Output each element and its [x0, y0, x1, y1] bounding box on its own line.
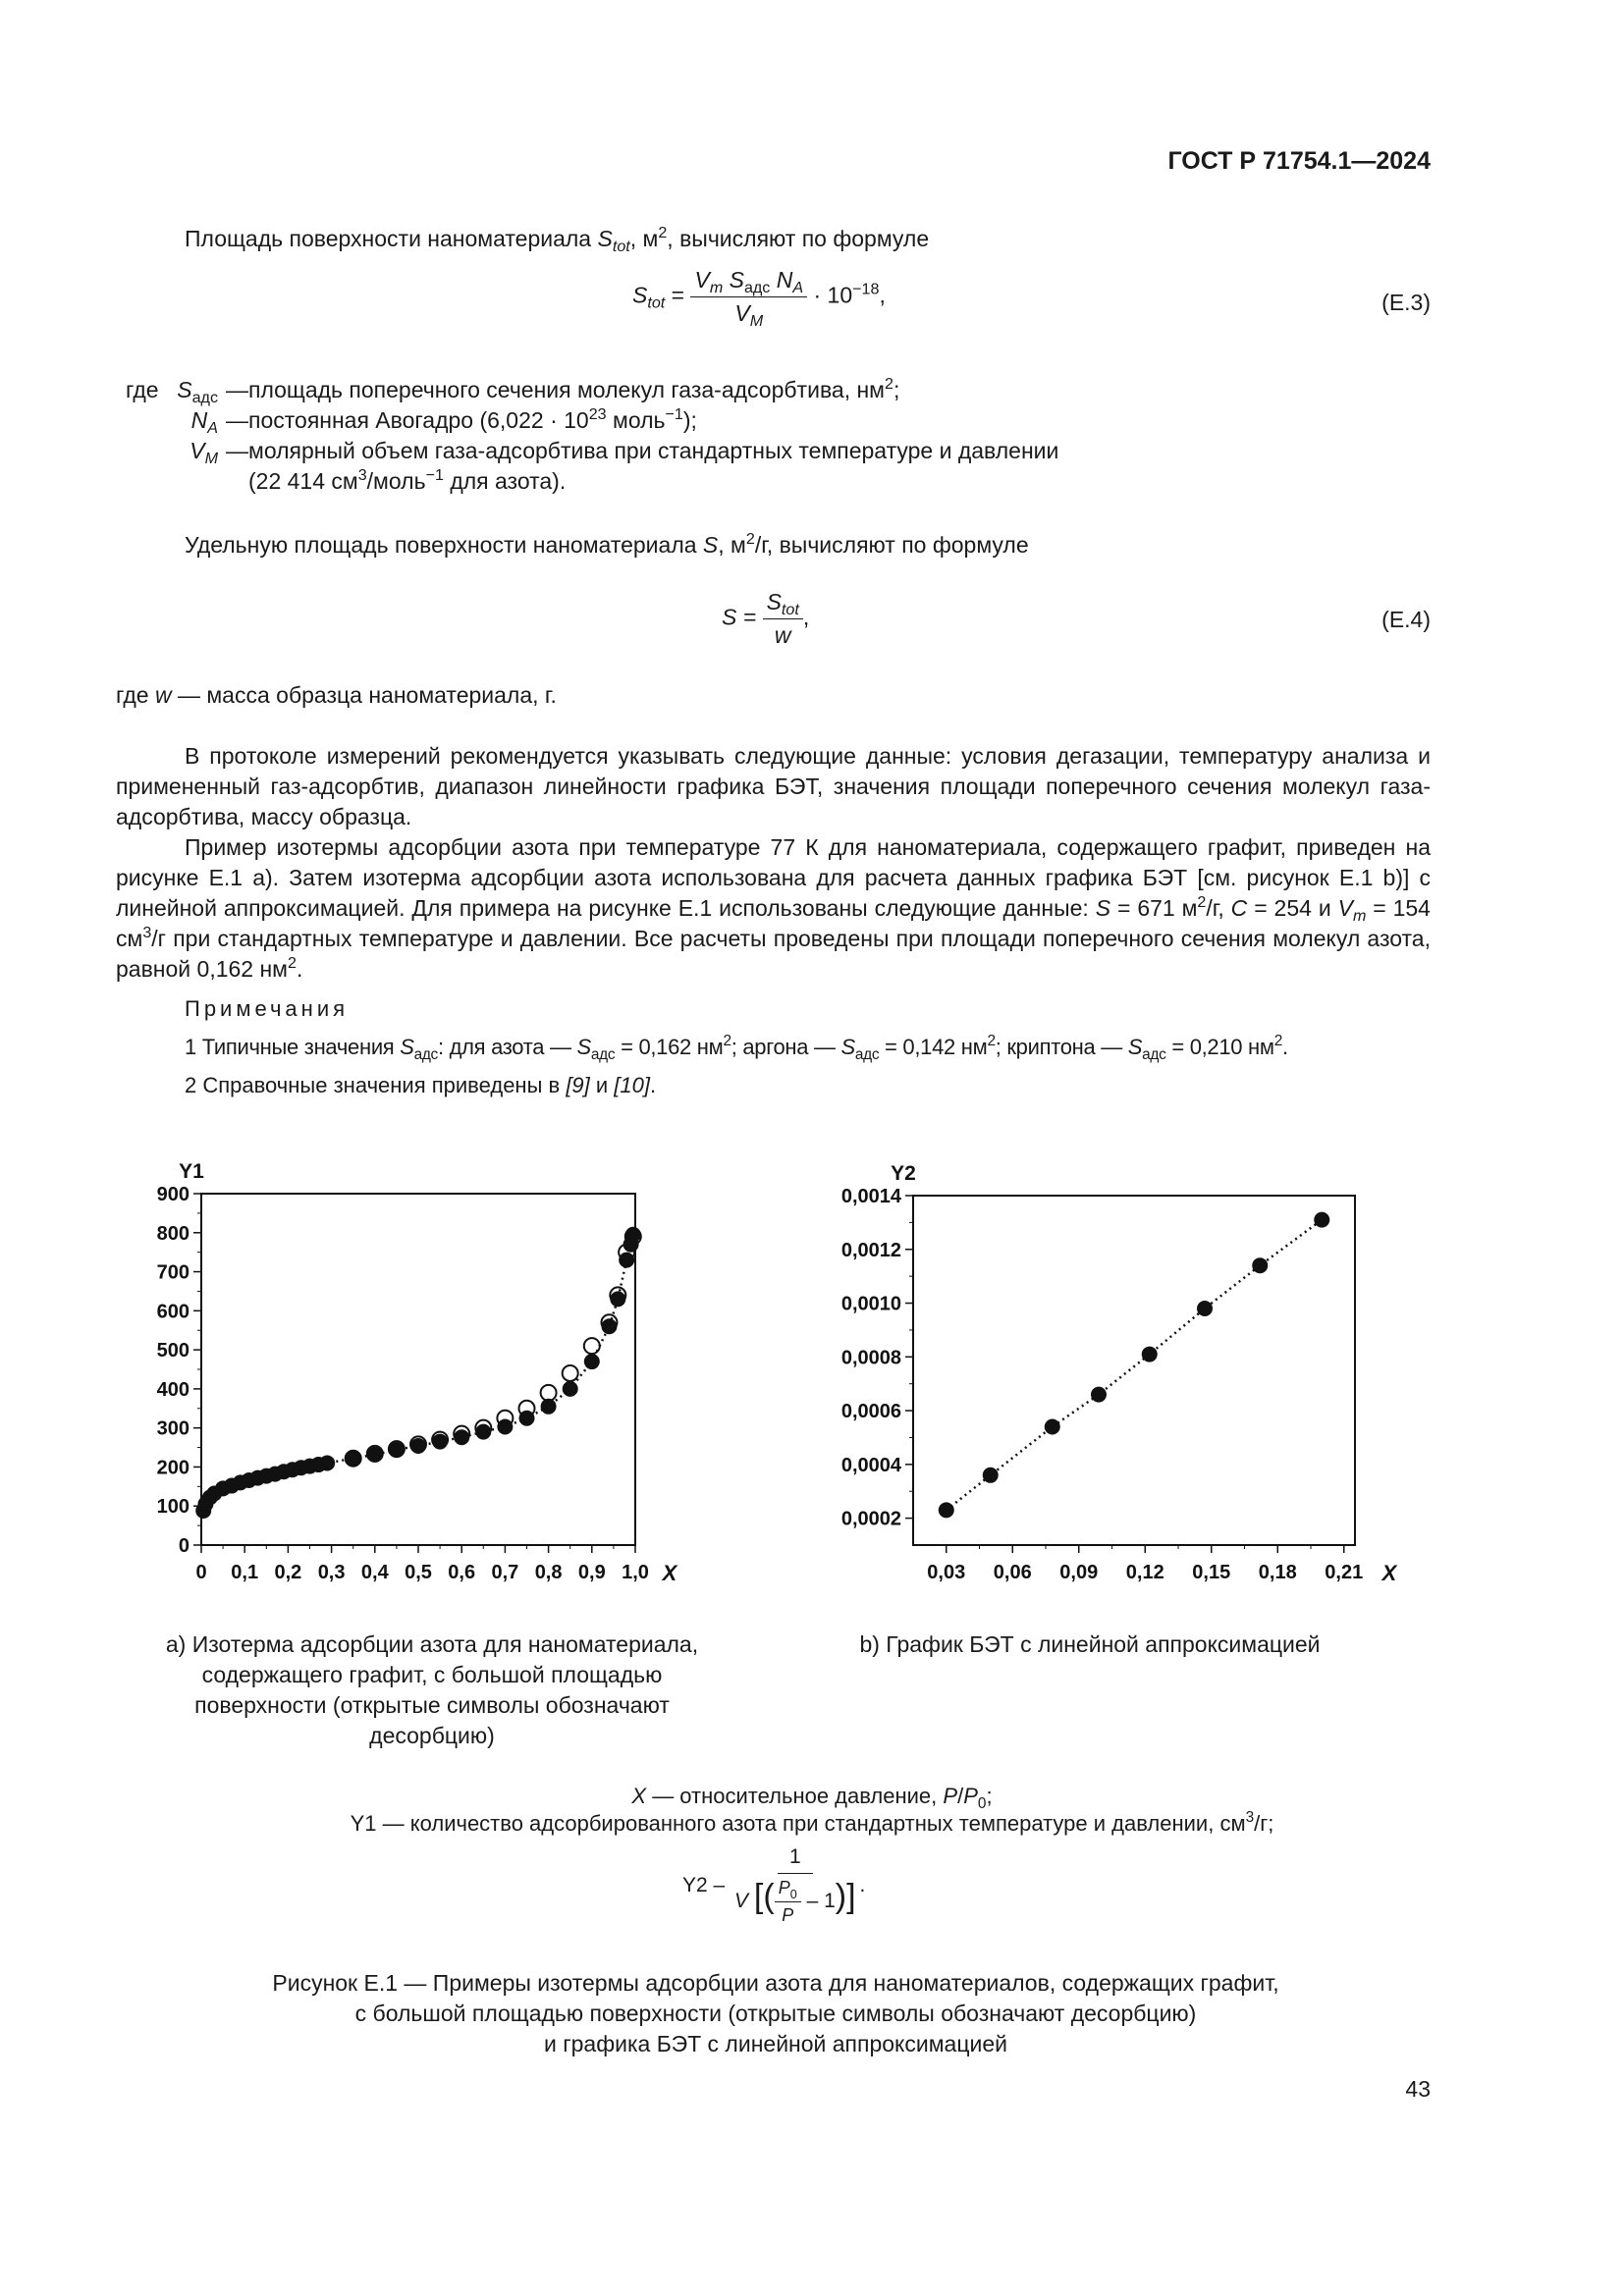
caption-a: а) Изотерма адсорбции азота для наноматериала, содержащего графит, с большой площадью поверхности (открытые символы обозначают десорбцию) — [165, 1631, 699, 1748]
y-tick-label: 500 — [156, 1340, 189, 1362]
data-point-adsorption — [584, 1354, 600, 1369]
x-tick-label: 0,12 — [1125, 1562, 1164, 1583]
note-2: 2 Справочные значения приведены в [9] и [10]. — [185, 1073, 657, 1097]
x-tick-label: 1,0 — [622, 1562, 649, 1583]
page-number: 43 — [1405, 2076, 1431, 2102]
data-point-adsorption — [610, 1291, 625, 1307]
data-point-BET — [1142, 1347, 1158, 1362]
paragraph-specific-area: Удельную площадь поверхности наноматериала S, $м^2/г$, вычисляют по формуле — [185, 530, 1029, 558]
paragraph-example: Пример изотермы адсорбции азота при температуре 77 К для наноматериала, содержащего графит, приведен на рисунке Е.1 а). Затем изотерма адсорбции азота использована для расчета данных графика БЭТ [см. рисунок Е.1 b)] с линейной аппроксимацией. Для примера на рисунке Е.1 использованы следующие данные: S = 671 $м^2/г$, C = 254 и $V_m = 154$ $см^3/г$ при стандартных температуре и давлении. Все расчеты проведены при площади поперечного сечения молекул азота, равной 0,162 $нм^2$. — [116, 834, 1431, 982]
note-1: 1 Типичные значения $S_{адс}$: для азота — $S_{адс} = 0,162$ $нм^2$; аргона — $S_{адс} = 0,142$ $нм^2$; криптона — $S_{адс} = 0,210$ $нм^2$. — [185, 1033, 1288, 1063]
y-tick-label: 0,0012 — [840, 1239, 901, 1261]
y-tick-label: 400 — [156, 1378, 189, 1401]
figure-title: Рисунок Е.1 — Примеры изотермы адсорбции азота для наноматериалов, содержащих графит, с большой площадью поверхности (открытые символы обозначают десорбцию) и графика БЭТ с линейной аппроксимацией — [272, 1970, 1279, 2056]
data-point-adsorption — [346, 1451, 361, 1467]
data-point-adsorption — [625, 1227, 641, 1243]
data-point-adsorption — [410, 1438, 426, 1454]
y-tick-label: 300 — [156, 1417, 189, 1440]
definitions-list: где $S_{адс}$ — площадь поперечного сечения молекул газа-адсорбтива, $нм^2$; $N_A$ — постоянная Авогадро ($6,022 \cdot 10^{23}$ моль$^{-1}$); $V_M$ — молярный объем газа-адсорбтива при стандартных температуре и давлении (22 414 $см^3/моль^{-1}$ для азота). — [126, 375, 1059, 494]
x-tick-label: 0,7 — [491, 1562, 519, 1583]
data-point-adsorption — [497, 1418, 513, 1434]
x-tick-label: 0,6 — [448, 1562, 476, 1583]
y-axis-label: Y2 — [891, 1162, 916, 1185]
data-point-desorption — [541, 1385, 557, 1401]
y-tick-label: 700 — [156, 1261, 189, 1284]
data-point-adsorption — [519, 1411, 535, 1426]
data-point-adsorption — [367, 1447, 383, 1463]
data-point-adsorption — [432, 1434, 448, 1450]
plot-frame — [913, 1196, 1355, 1545]
data-point-adsorption — [563, 1381, 578, 1397]
y-tick-label: 100 — [156, 1496, 189, 1519]
equation-number-e3: (Е.3) — [1381, 290, 1431, 315]
legend-y1: Y1 — количество адсорбированного азота при стандартных температуре и давлении, $см^3/г$; — [350, 1809, 1274, 1836]
y-tick-label: 600 — [156, 1301, 189, 1323]
y-tick-label: 200 — [156, 1457, 189, 1479]
data-point-BET — [1252, 1257, 1268, 1273]
data-point-BET — [1091, 1387, 1107, 1403]
y-tick-label: 800 — [156, 1222, 189, 1245]
data-point-BET — [983, 1468, 999, 1483]
x-tick-label: 0,15 — [1192, 1562, 1231, 1583]
data-point-desorption — [563, 1365, 578, 1381]
data-point-adsorption — [541, 1399, 557, 1415]
data-point-adsorption — [619, 1253, 634, 1268]
x-axis-label: X — [662, 1561, 677, 1585]
x-tick-label: 0,09 — [1059, 1562, 1099, 1583]
legend-x: X — относительное давление, $P/P_0$; — [631, 1784, 993, 1812]
notes-title: Примечания — [185, 996, 350, 1021]
x-tick-label: 0,06 — [993, 1562, 1032, 1583]
x-tick-label: 0,2 — [274, 1562, 302, 1583]
y-tick-label: 0,0006 — [840, 1401, 901, 1423]
data-point-adsorption — [475, 1424, 491, 1440]
y-tick-label: 900 — [156, 1184, 189, 1205]
y-tick-label: 0,0010 — [840, 1293, 901, 1315]
x-tick-label: 0,9 — [577, 1562, 606, 1583]
y-tick-label: 0,0002 — [840, 1508, 901, 1530]
data-point-adsorption — [454, 1429, 469, 1445]
y-tick-label: 0,0014 — [840, 1186, 901, 1207]
y-tick-label: 0 — [178, 1535, 189, 1557]
data-point-BET — [939, 1502, 954, 1518]
data-point-adsorption — [389, 1442, 405, 1458]
x-tick-label: 0,3 — [317, 1562, 346, 1583]
paragraph-total-area: Площадь поверхности наноматериала $S_{tot}$, $м^2$, вычисляют по формуле — [185, 224, 930, 255]
paragraph-protocol: В протоколе измерений рекомендуется указывать следующие данные: условия дегазации, температуру анализа и примененный газ-адсорбтив, диапазон линейности графика БЭТ, значения площади поперечного сечения молекул газа-адсорбтива, массу образца. — [116, 743, 1431, 829]
data-point-BET — [1314, 1212, 1329, 1228]
x-tick-label: 0,03 — [927, 1562, 966, 1583]
data-point-adsorption — [319, 1455, 335, 1470]
x-tick-label: 0,5 — [405, 1562, 432, 1583]
x-tick-label: 0,4 — [360, 1562, 389, 1583]
x-tick-label: 0,21 — [1325, 1562, 1364, 1583]
equation-e3: $S_{tot}$ = $\frac{V_m S_{адс} N_A}{V_M}$ · $10^{-18}$, — [632, 267, 886, 330]
data-point-adsorption — [601, 1318, 617, 1334]
data-point-BET — [1197, 1301, 1213, 1316]
equation-e4: S = $\frac{S_{tot}}{w}$ , — [722, 589, 810, 648]
x-tick-label: 0,1 — [231, 1562, 259, 1583]
y-axis-label: Y1 — [179, 1160, 204, 1183]
x-tick-label: 0,8 — [534, 1562, 563, 1583]
chart-adsorption-isotherm — [137, 1148, 707, 1590]
caption-b: b) График БЭТ с линейной аппроксимацией — [859, 1631, 1321, 1657]
y-tick-label: 0,0004 — [840, 1454, 901, 1476]
x-tick-label: 0 — [195, 1562, 207, 1583]
document-standard-id: ГОСТ Р 71754.1—2024 — [1167, 147, 1431, 175]
x-axis-label: X — [1381, 1561, 1397, 1585]
definition-w: где w — масса образца наноматериала, г. — [116, 682, 557, 708]
equation-number-e4: (Е.4) — [1381, 607, 1431, 632]
data-point-BET — [1045, 1419, 1060, 1435]
chart-bet-plot — [805, 1148, 1397, 1590]
legend-y2-formula: Y2 – 1 V [( $\frac{P_0}{P}$ – 1)] . — [682, 1845, 866, 1925]
x-tick-label: 0,18 — [1258, 1562, 1297, 1583]
y-tick-label: 0,0008 — [840, 1347, 901, 1369]
